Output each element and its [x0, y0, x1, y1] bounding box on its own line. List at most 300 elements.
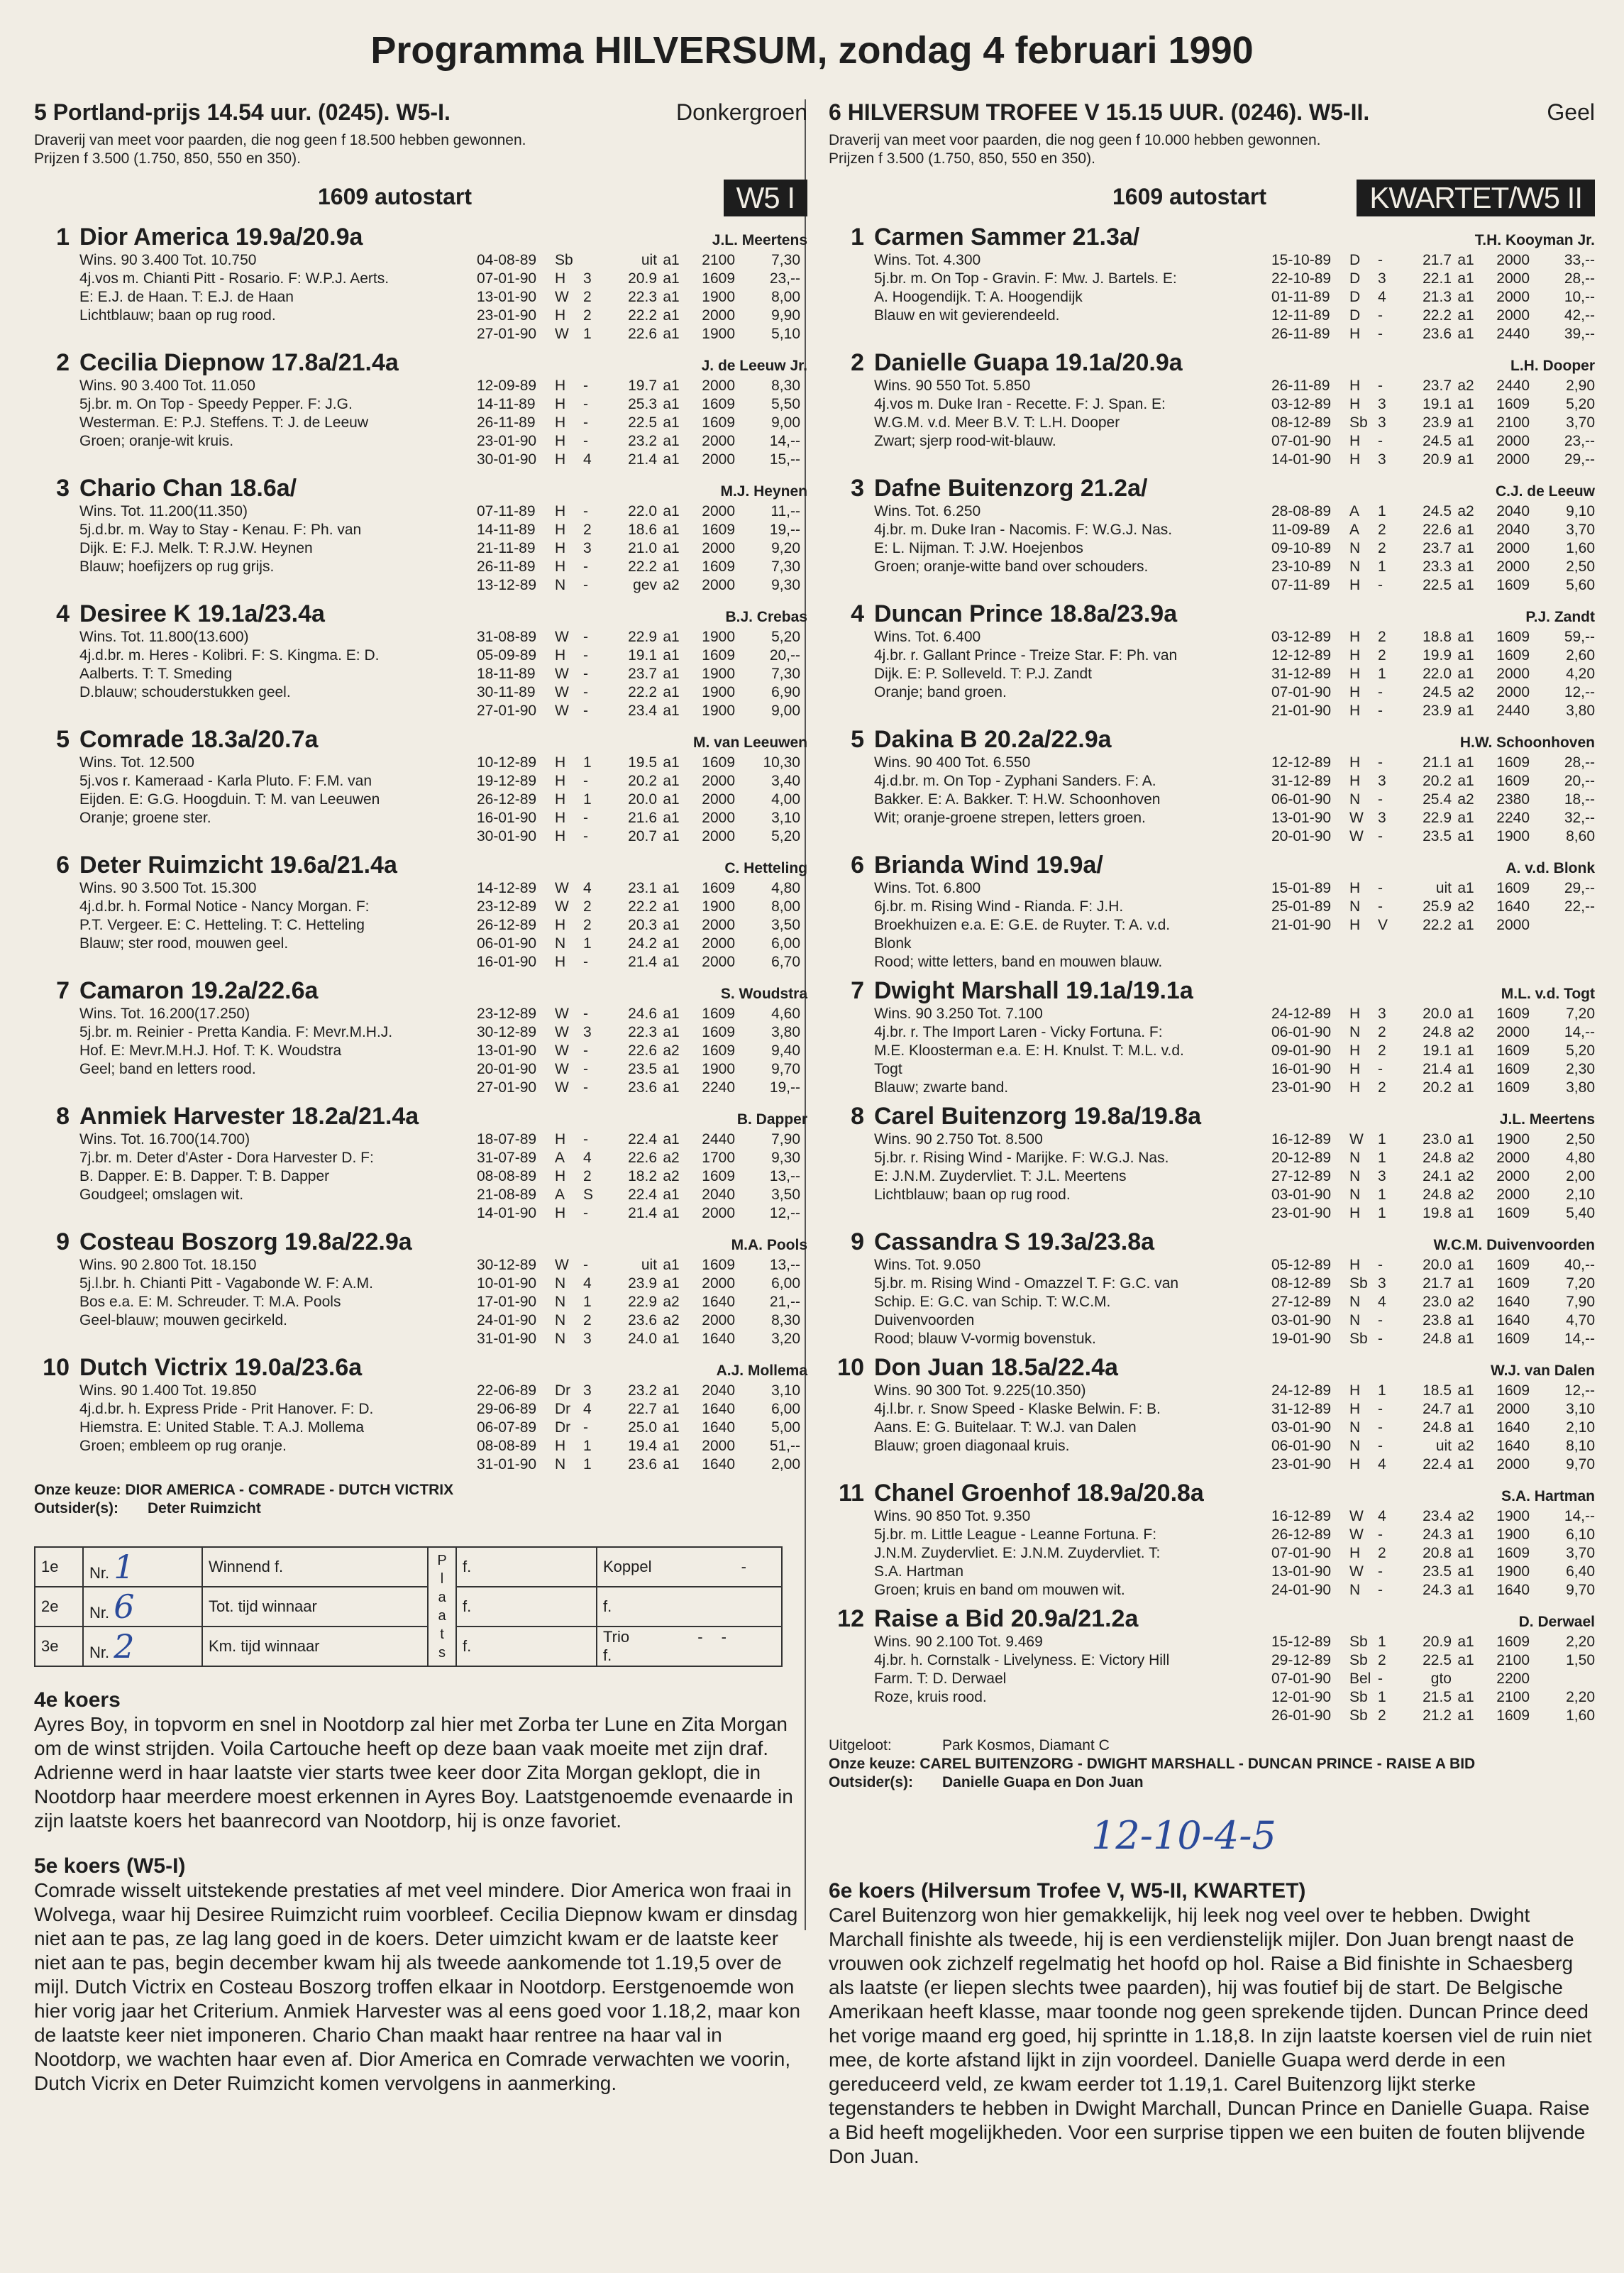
race6-distance-row: [829, 175, 1595, 218]
race6-title: 6 HILVERSUM TROFEE V 15.15 UUR. (0246). W5-II.: [829, 99, 1370, 125]
result-cell: 23-01-90: [477, 433, 537, 449]
result-cell: W: [555, 703, 569, 719]
result-cell: 1609: [1496, 1042, 1530, 1059]
result-cell: 6,10: [1566, 1526, 1595, 1543]
result-cell: 2000: [1496, 433, 1530, 449]
result-cell: -: [583, 629, 588, 645]
plaats-label: Plaats: [437, 1553, 447, 1661]
result-cell: a1: [1457, 666, 1474, 682]
horse-info: [79, 377, 477, 469]
horse-info: [79, 1256, 477, 1348]
result-row: [1271, 521, 1595, 539]
result-cell: N: [1349, 1312, 1361, 1328]
result-cell: a1: [663, 503, 680, 519]
result-cell: 23.0: [1423, 1294, 1452, 1310]
result-cell: a2: [1457, 1294, 1474, 1310]
horse-info-line: Wins. 90 2.800 Tot. 18.150: [79, 1257, 257, 1273]
horse-name: Camaron 19.2a/22.6a: [79, 977, 319, 1004]
result-cell: 06-01-90: [1271, 1438, 1332, 1454]
result-cell: W: [555, 1024, 569, 1040]
koppel-f-cell[interactable]: f.: [597, 1587, 782, 1627]
result-cell: 8,10: [1566, 1438, 1595, 1454]
result-row: [477, 451, 807, 469]
result-cell: 2000: [1496, 917, 1530, 933]
horse-body: [79, 628, 807, 720]
result-cell: Sb: [1349, 1652, 1368, 1668]
horse-info-line: Wins. 90 300 Tot. 9.225(10.350): [874, 1382, 1086, 1399]
result-cell: 1900: [702, 666, 735, 682]
result-cell: a1: [663, 1079, 680, 1096]
horse-header: [34, 1354, 807, 1382]
result-cell: 12-12-89: [1271, 647, 1332, 664]
horse-info: [874, 754, 1271, 846]
trio-cell[interactable]: [597, 1627, 782, 1666]
horse-name: Duncan Prince 18.8a/23.9a: [874, 600, 1178, 627]
result-cell: 2040: [1496, 503, 1530, 519]
horse-body: [874, 1507, 1595, 1600]
result-cell: Sb: [555, 252, 573, 268]
result-cell: 23.8: [1423, 1312, 1452, 1328]
result-cell: 2: [583, 307, 592, 324]
horse-info-line: Groen; kruis en band om mouwen wit.: [874, 1582, 1125, 1598]
result-cell: A: [1349, 522, 1360, 538]
result-cell: 23-01-90: [477, 307, 537, 324]
result-cell: 2000: [702, 307, 735, 324]
result-cell: 1: [583, 935, 592, 952]
result-cell: -: [1378, 1438, 1383, 1454]
result-row: [477, 772, 807, 791]
result-row: [1271, 1149, 1595, 1167]
article-text: Comrade wisselt uitstekende prestaties af met veel mindere. Dior America won fraai in Wolvega, waar hij Desiree Ruimzicht ruim voorbleef. Cecilia Diepnow kwam er dinsdag niet aan te pas, ze lag lang goed in de koers. Deter uimzicht kwam er de laatste keer niet aan te pas, begin december kwam hij als tweede aankomende tot 1.19,5 over de mijl. Dutch Victrix en Costeau Boszorg troffen elkaar in Nootdorp. Eerstgenoemde won hier vorig jaar het Criterium. Anmiek Harvester was al eens goed voor 1.18,2, maar kon de laatste keer niet imponeren. Chario Chan maakt haar rentree na haar val in Nootdorp, we wachten haar even af. Dior America en Comrade verwachten we voorin, Dutch Vicrix en Deter Ruimzicht komen vervolgens in aanmerking.: [34, 1879, 801, 2094]
horse-header: [829, 726, 1595, 754]
result-cell: 05-12-89: [1271, 1257, 1332, 1273]
result-cell: H: [1349, 666, 1361, 682]
result-cell: 3: [1378, 396, 1386, 412]
horse-info-line: Wins. Tot. 16.200(17.250): [79, 1006, 250, 1022]
result-cell: Bel: [1349, 1671, 1371, 1687]
result-cell: 1609: [1496, 1275, 1530, 1292]
result-cell: 1,50: [1566, 1652, 1595, 1668]
horse-body: [874, 1382, 1595, 1474]
result-cell: 2: [1378, 1042, 1386, 1059]
result-cell: 20,--: [1564, 773, 1595, 789]
horse-entry: [829, 1103, 1595, 1223]
result-cell: 22-06-89: [477, 1382, 537, 1399]
result-cell: 26-12-89: [1271, 1526, 1332, 1543]
result-row: [1271, 1400, 1595, 1419]
result-cell: a1: [663, 270, 680, 287]
result-row: [477, 1400, 807, 1419]
horse-body: [874, 754, 1595, 846]
horse-results: [1271, 1507, 1595, 1600]
horse-info-line: Wins. Tot. 6.250: [874, 503, 981, 519]
result-cell: 5,60: [1566, 577, 1595, 593]
race5-distance-row: [34, 175, 807, 218]
result-cell: D: [1349, 252, 1361, 268]
horse-trainer: M.L. v.d. Togt: [1501, 986, 1595, 1002]
horse-info-line: Geel-blauw; mouwen gecirkeld.: [79, 1312, 287, 1328]
result-row: [1271, 1005, 1595, 1023]
result-cell: N: [1349, 1187, 1361, 1203]
horse-name: Cassandra S 19.3a/23.8a: [874, 1228, 1155, 1255]
result-cell: 2000: [702, 773, 735, 789]
result-cell: 7,90: [771, 1131, 800, 1147]
result-cell: 2: [1378, 1545, 1386, 1561]
result-cell: W: [555, 684, 569, 700]
result-cell: 29,--: [1564, 880, 1595, 896]
result-cell: a2: [1457, 684, 1474, 700]
result-row: [1271, 1311, 1595, 1330]
race5-header: [34, 99, 807, 126]
result-cell: 12-11-89: [1271, 307, 1330, 324]
result-cell: 1609: [1496, 754, 1530, 771]
horse-entry: [34, 600, 807, 720]
result-row: [477, 953, 807, 972]
result-cell: 5,00: [771, 1419, 800, 1436]
result-cell: 3: [583, 1024, 592, 1040]
horse-info-line: Hiemstra. E: United Stable. T: A.J. Mollema: [79, 1419, 365, 1436]
result-cell: 24.3: [1423, 1582, 1452, 1598]
result-cell: 2100: [702, 252, 735, 268]
horse-trainer: S. Woudstra: [720, 986, 807, 1002]
result-cell: 14,--: [1564, 1331, 1595, 1347]
horse-info-line: Wins. 90 850 Tot. 9.350: [874, 1508, 1031, 1524]
result-cell: H: [555, 451, 566, 468]
result-cell: 25.3: [628, 396, 657, 412]
result-cell: H: [555, 954, 566, 970]
keuze-label: Onze keuze:: [34, 1482, 121, 1498]
horse-info-line: Geel; band en letters rood.: [79, 1061, 256, 1077]
uitgeloot-value: Park Kosmos, Diamant C: [942, 1737, 1110, 1754]
horse-results: [1271, 377, 1595, 469]
result-cell: 5,20: [1566, 396, 1595, 412]
result-cell: 5,20: [771, 629, 800, 645]
result-cell: 16-01-90: [477, 810, 537, 826]
result-cell: Sb: [1349, 1689, 1368, 1705]
horse-entry: [34, 475, 807, 595]
result-cell: 8,00: [771, 898, 800, 915]
result-cell: -: [583, 666, 588, 682]
result-cell: 2440: [1496, 378, 1530, 394]
result-row: [1271, 1256, 1595, 1275]
result-cell: 1: [1378, 1382, 1386, 1399]
result-cell: a1: [1457, 810, 1474, 826]
horse-info-line: 5j.br. m. On Top - Speedy Pepper. F: J.G.: [79, 396, 353, 412]
result-cell: 21.7: [1423, 1275, 1452, 1292]
result-cell: 15-12-89: [1271, 1634, 1332, 1650]
result-cell: -: [583, 828, 588, 844]
horse-body: [79, 1005, 807, 1097]
result-row: [477, 539, 807, 558]
horse-header: [829, 1103, 1595, 1130]
result-cell: a1: [663, 378, 680, 394]
result-cell: 22.4: [628, 1131, 657, 1147]
horse-info-line: Broekhuizen e.a. E: G.E. de Ruyter. T: A. v.d.: [874, 917, 1171, 933]
result-row: [1271, 1544, 1595, 1563]
nr-cell[interactable]: [83, 1627, 202, 1666]
result-row: [1271, 1293, 1595, 1311]
result-cell: -: [1378, 828, 1383, 844]
result-cell: 18.6: [628, 522, 657, 538]
result-cell: 3: [1378, 270, 1386, 287]
keuze-value: CAREL BUITENZORG - DWIGHT MARSHALL - DUNCAN PRINCE - RAISE A BID: [919, 1756, 1476, 1772]
result-cell: 24-01-90: [1271, 1582, 1332, 1598]
result-cell: 24.3: [1423, 1526, 1452, 1543]
result-cell: 21.3: [1423, 289, 1452, 305]
result-cell: H: [1349, 577, 1361, 593]
plaats-f-cell[interactable]: f.: [456, 1547, 597, 1587]
result-cell: 2000: [702, 503, 735, 519]
result-cell: 2200: [1496, 1671, 1530, 1687]
result-cell: 3,10: [1566, 1401, 1595, 1417]
horse-info-line: Wit; oranje-groene strepen, letters groen.: [874, 810, 1146, 826]
result-cell: 23.9: [628, 1275, 657, 1292]
result-cell: 7,90: [1566, 1294, 1595, 1310]
result-cell: 1609: [1496, 629, 1530, 645]
article-title: 6e koers (Hilversum Trofee V, W5-II, KWARTET): [829, 1879, 1306, 1903]
result-cell: Sb: [1349, 414, 1368, 431]
result-cell: H: [555, 754, 566, 771]
result-cell: 31-07-89: [477, 1150, 537, 1166]
result-cell: 20-12-89: [1271, 1150, 1332, 1166]
result-row: [1271, 1455, 1595, 1474]
result-row: [477, 1256, 807, 1275]
result-cell: W: [1349, 1131, 1364, 1147]
right-column: [829, 99, 1595, 2169]
result-cell: 24.6: [628, 1006, 657, 1022]
result-cell: -: [1378, 577, 1383, 593]
horse-info-line: 4j.l.br. r. Snow Speed - Klaske Belwin. F: B.: [874, 1401, 1161, 1417]
horse-name: Anmiek Harvester 18.2a/21.4a: [79, 1103, 419, 1130]
result-cell: N: [1349, 1438, 1361, 1454]
result-cell: 14-01-90: [1271, 451, 1332, 468]
result-cell: 1609: [1496, 1382, 1530, 1399]
result-row: [477, 646, 807, 665]
result-cell: a1: [663, 1401, 680, 1417]
race5-title: 5 Portland-prijs 14.54 uur. (0245). W5-I.: [34, 99, 451, 125]
result-cell: a1: [663, 1205, 680, 1221]
article-title: 4e koers: [34, 1688, 121, 1712]
result-cell: a1: [1457, 522, 1474, 538]
result-cell: 1640: [1496, 1312, 1530, 1328]
race6-color: Geel: [1547, 99, 1595, 125]
result-cell: 1900: [702, 1061, 735, 1077]
result-row: [1271, 558, 1595, 576]
result-cell: N: [1349, 898, 1361, 915]
horse-info: [79, 1382, 477, 1474]
result-cell: 6,00: [771, 935, 800, 952]
result-cell: 2,90: [1566, 378, 1595, 394]
horse-number: 11: [839, 1480, 864, 1507]
result-cell: 24.2: [628, 935, 657, 952]
result-cell: 1609: [1496, 647, 1530, 664]
result-cell: D: [1349, 289, 1361, 305]
result-row: [477, 377, 807, 395]
horse-entry: [829, 1480, 1595, 1600]
result-row: [1271, 451, 1595, 469]
result-cell: 7,30: [771, 666, 800, 682]
result-cell: a1: [1457, 828, 1474, 844]
result-cell: 7,30: [771, 558, 800, 575]
result-cell: 5,10: [771, 326, 800, 342]
result-cell: 01-11-89: [1271, 289, 1330, 305]
result-cell: uit: [1435, 880, 1452, 896]
result-cell: -: [583, 1061, 588, 1077]
result-cell: 20.2: [628, 773, 657, 789]
result-cell: 1609: [1496, 577, 1530, 593]
result-cell: 33,--: [1564, 252, 1595, 268]
result-cell: 21.4: [628, 1205, 657, 1221]
result-cell: V: [1378, 917, 1388, 933]
result-cell: 4: [1378, 1294, 1386, 1310]
result-cell: 23-12-89: [477, 1006, 537, 1022]
result-row: [1271, 576, 1595, 595]
horse-info: [874, 628, 1271, 720]
result-cell: W: [555, 326, 569, 342]
result-cell: 22.5: [628, 414, 657, 431]
kmtijd-cell[interactable]: Km. tijd winnaar: [202, 1627, 428, 1666]
result-cell: 3,80: [1566, 1079, 1595, 1096]
horse-info-line: Rood; witte letters, band en mouwen blauw.: [874, 954, 1163, 970]
result-cell: 20.8: [1423, 1545, 1452, 1561]
result-cell: 4: [583, 880, 592, 896]
horse-number: 2: [851, 349, 864, 376]
horse-number: 12: [837, 1605, 864, 1632]
horse-results: [477, 1005, 807, 1097]
article-text: Carel Buitenzorg won hier gemakkelijk, hij leek nog veel over te hebben. Dwight Marchall finishte als tweede, hij is een verdienstelijk mijler. Don Juan brengt naast de vrouwen ook zichzelf regelmatig het hoofd op hol. Raise a Bid finishte in Schaesberg als laatste (er liepen slechts twee paarden), hij was foutief bij de start. De Belgische Amerikaan heeft klasse, maar toonde nog geen sprekende tijden. Duncan Prince deed het vorige maand erg goed, hij sprintte in 1.18,8. In zijn laatste koersen viel de ruin niet mee, de korte afstand lijkt in zijn voordeel. Danielle Guapa werd derde in een gereduceerd veld, ze kwam eerder tot 1.19,1. Carel Buitenzorg lijkt sterke tegenstanders te hebben in Dwight Marchall, Duncan Prince en Danielle Guapa. Raise a Bid heeft mogelijkheden. Voor een surprise tippen we een buiten de fouten blijvende Don Juan.: [829, 1904, 1592, 2167]
result-cell: 20.9: [1423, 451, 1452, 468]
result-cell: 08-08-89: [477, 1168, 537, 1184]
result-cell: a1: [663, 810, 680, 826]
plaats-f-cell[interactable]: f.: [456, 1587, 597, 1627]
horse-name: Dutch Victrix 19.0a/23.6a: [79, 1354, 363, 1381]
horse-info: [79, 879, 477, 972]
nr-cell[interactable]: [83, 1587, 202, 1627]
horse-trainer: C. Hetteling: [724, 860, 807, 876]
result-row: [1271, 809, 1595, 827]
horse-info-line: Blauw; hoefijzers op rug grijs.: [79, 558, 275, 575]
horse-trainer: J.L. Meertens: [712, 232, 807, 248]
result-row: [1271, 1633, 1595, 1651]
plaats-f-cell[interactable]: f.: [456, 1627, 597, 1666]
result-cell: 13-01-90: [1271, 1563, 1332, 1580]
result-cell: -: [583, 433, 588, 449]
result-cell: uit: [641, 1257, 657, 1273]
result-cell: 13-01-90: [477, 1042, 537, 1059]
result-cell: 12-01-90: [1271, 1689, 1332, 1705]
result-cell: 1900: [702, 684, 735, 700]
result-cell: -: [1378, 1257, 1383, 1273]
result-row: [477, 1005, 807, 1023]
result-cell: 15-10-89: [1271, 252, 1332, 268]
horse-info: [874, 1633, 1271, 1725]
result-cell: H: [555, 307, 566, 324]
result-cell: 1900: [702, 326, 735, 342]
result-cell: 1609: [1496, 1079, 1530, 1096]
result-cell: -: [583, 810, 588, 826]
horse-name: Raise a Bid 20.9a/21.2a: [874, 1605, 1139, 1632]
result-cell: H: [1349, 1006, 1361, 1022]
nr-cell[interactable]: [83, 1547, 202, 1587]
result-cell: a1: [663, 414, 680, 431]
horse-header: [34, 1228, 807, 1256]
result-cell: 2,60: [1566, 647, 1595, 664]
horse-body: [874, 628, 1595, 720]
result-cell: 22.9: [1423, 810, 1452, 826]
result-cell: -: [1378, 1331, 1383, 1347]
horse-info-line: 5j.br. m. On Top - Gravin. F: Mw. J. Bartels. E:: [874, 270, 1177, 287]
result-cell: H: [1349, 326, 1361, 342]
result-cell: W: [1349, 810, 1364, 826]
result-cell: 25.4: [1423, 791, 1452, 808]
result-cell: D: [1349, 270, 1361, 287]
result-cell: 2: [583, 917, 592, 933]
result-cell: 1640: [702, 1331, 735, 1347]
result-cell: 2040: [1496, 522, 1530, 538]
result-cell: 8,00: [771, 289, 800, 305]
result-cell: H: [555, 1438, 566, 1454]
result-cell: a1: [1457, 1634, 1474, 1650]
result-row: [477, 576, 807, 595]
result-cell: 11-09-89: [1271, 522, 1330, 538]
horse-info-line: Wins. Tot. 9.050: [874, 1257, 981, 1273]
score-table: [34, 1546, 783, 1667]
result-cell: W: [555, 880, 569, 896]
trio-f: f.: [603, 1646, 612, 1664]
result-cell: H: [555, 503, 566, 519]
result-cell: -: [583, 503, 588, 519]
horse-info-line: S.A. Hartman: [874, 1563, 964, 1580]
result-cell: 06-01-90: [1271, 791, 1332, 808]
winnend-cell[interactable]: Winnend f.: [202, 1547, 428, 1587]
result-cell: 03-12-89: [1271, 629, 1332, 645]
result-cell: 19.9: [1423, 647, 1452, 664]
result-cell: a1: [1457, 307, 1474, 324]
result-cell: a2: [663, 1168, 680, 1184]
result-cell: 18-07-89: [477, 1131, 537, 1147]
horse-info-line: 7j.br. m. Deter d'Aster - Dora Harvester D. F:: [79, 1150, 374, 1166]
horse-info-line: 5j.br. m. Little League - Leanne Fortuna. F:: [874, 1526, 1157, 1543]
handwritten-number: 1: [114, 1548, 135, 1586]
handwritten-number: 2: [114, 1627, 135, 1666]
horse-number: 3: [56, 475, 70, 502]
result-cell: 4: [583, 1401, 592, 1417]
horse-header: [34, 977, 807, 1005]
result-cell: 59,--: [1564, 629, 1595, 645]
horse-info-line: Oranje; groene ster.: [79, 810, 211, 826]
result-cell: a1: [1457, 451, 1474, 468]
result-cell: -: [583, 954, 588, 970]
result-cell: 31-12-89: [1271, 666, 1332, 682]
result-cell: 14-12-89: [477, 880, 537, 896]
result-cell: 22.2: [628, 684, 657, 700]
result-cell: H: [555, 647, 566, 664]
result-cell: 13-01-90: [477, 289, 537, 305]
result-cell: -: [1378, 684, 1383, 700]
result-row: [1271, 1330, 1595, 1348]
result-cell: 24.5: [1423, 684, 1452, 700]
tottijd-cell[interactable]: Tot. tijd winnaar: [202, 1587, 428, 1627]
result-cell: a1: [1457, 773, 1474, 789]
result-cell: 1609: [702, 1042, 735, 1059]
koppel-cell[interactable]: [597, 1547, 782, 1587]
horse-trainer: C.J. de Leeuw: [1495, 483, 1595, 500]
result-cell: 14,--: [1564, 1508, 1595, 1524]
result-cell: 06-07-89: [477, 1419, 537, 1436]
race5-distance: 1609 autostart: [318, 184, 472, 209]
result-cell: 31-01-90: [477, 1331, 537, 1347]
result-cell: 42,--: [1564, 307, 1595, 324]
